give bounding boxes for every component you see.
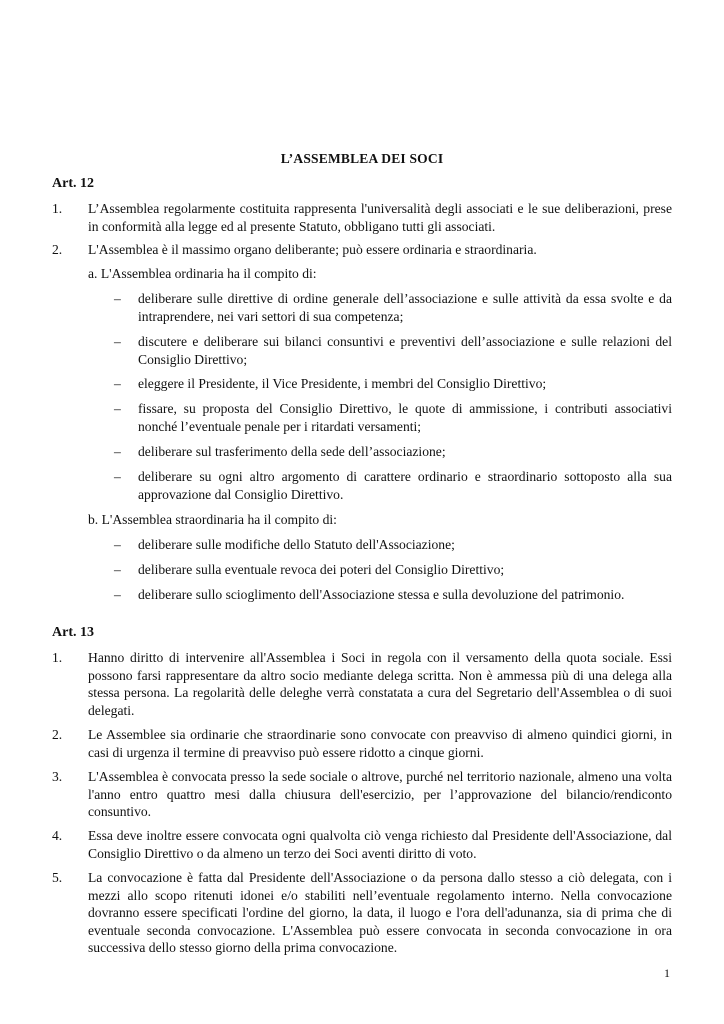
art12-item-1-text: L’Assemblea regolarmente costituita rappresenta l'universalità degli associati e le sue deliberazioni, prese in conformità alla legge ed al presente Statuto, obbligano tutti gli associati. <box>88 201 672 234</box>
art12-b-bullet-1: deliberare sulle modifiche dello Statuto dell'Associazione; <box>138 537 455 552</box>
art12-b-bullet-3: deliberare sullo scioglimento dell'Associazione stessa e sulla devoluzione del patrimonio. <box>138 587 625 602</box>
art12-a-bullet-6: deliberare su ogni altro argomento di carattere ordinario e straordinario sottoposto alla sua approvazione dal Consiglio Direttivo. <box>138 469 672 502</box>
article-13-heading: Art. 13 <box>52 625 94 640</box>
art13-item-4-number: 4. <box>52 828 63 843</box>
art13-item-1-number: 1. <box>52 650 63 665</box>
dash-bullet: – <box>114 444 121 459</box>
dash-bullet: – <box>114 401 121 416</box>
dash-bullet: – <box>114 334 121 349</box>
art12-item-1-number: 1. <box>52 201 63 216</box>
art13-item-2-number: 2. <box>52 727 63 742</box>
art12-item-2-number: 2. <box>52 242 63 257</box>
art13-item-3-text: L'Assemblea è convocata presso la sede sociale o altrove, purché nel territorio nazionale, almeno una volta l'anno entro quattro mesi dalla chiusura dell'esercizio, per l’approvazione del bilancio/rendiconto consuntivo. <box>88 769 672 819</box>
dash-bullet: – <box>114 537 121 552</box>
article-12-heading: Art. 12 <box>52 176 94 191</box>
art12-a-bullet-4: fissare, su proposta del Consiglio Direttivo, le quote di ammissione, i contributi associativi nonché l’eventuale penale per i ritardati versamenti; <box>138 401 672 434</box>
dash-bullet: – <box>114 587 121 602</box>
dash-bullet: – <box>114 376 121 391</box>
art13-item-3-number: 3. <box>52 769 63 784</box>
dash-bullet: – <box>114 291 121 306</box>
art12-sub-b-label: b. L'Assemblea straordinaria ha il compito di: <box>88 512 337 527</box>
art12-item-2-text: L'Assemblea è il massimo organo deliberante; può essere ordinaria e straordinaria. <box>88 242 537 257</box>
art13-item-5-number: 5. <box>52 870 63 885</box>
art12-b-bullet-2: deliberare sulla eventuale revoca dei poteri del Consiglio Direttivo; <box>138 562 505 577</box>
art13-item-2-text: Le Assemblee sia ordinarie che straordinarie sono convocate con preavviso di almeno quindici giorni, in casi di urgenza il termine di preavviso può essere ridotto a cinque giorni. <box>88 727 672 760</box>
art12-a-bullet-5: deliberare sul trasferimento della sede dell’associazione; <box>138 444 446 459</box>
art12-a-bullet-1: deliberare sulle direttive di ordine generale dell’associazione e sulle attività da essa svolte e da intraprendere, nei vari settori di sua competenza; <box>138 291 672 324</box>
art12-a-bullet-2: discutere e deliberare sui bilanci consuntivi e preventivi dell’associazione e sulle relazioni del Consiglio Direttivo; <box>138 334 672 367</box>
section-title: L’ASSEMBLEA DEI SOCI <box>280 151 444 166</box>
art13-item-5-text: La convocazione è fatta dal Presidente dell'Associazione o da persona dallo stesso a ciò delegata, con i mezzi allo scopo ritenuti idonei e/o stabiliti nell’eventuale regolamento interno. Nella convocazione dovranno essere specificati l'ordine del giorno, la data, il luogo e l'ora dell'adunanza, sia di prima che di eventuale seconda convocazione. L'Assemblea può essere convocata in seconda convocazione in ora successiva dello stesso giorno della prima convocazione. <box>88 870 672 955</box>
dash-bullet: – <box>114 562 121 577</box>
art13-item-1-text: Hanno diritto di intervenire all'Assemblea i Soci in regola con il versamento della quota sociale. Essi possono farsi rappresentare da altro socio mediante delega scritta. Non è ammessa più di una delega alla stessa persona. La regolarità delle deleghe verrà constatata a cura del Segretario dell'Assemblea o di suoi delegati. <box>88 650 672 718</box>
dash-bullet: – <box>114 469 121 484</box>
page-number: 1 <box>664 966 670 980</box>
art12-sub-a-label: a. L'Assemblea ordinaria ha il compito di: <box>88 266 317 281</box>
art12-a-bullet-3: eleggere il Presidente, il Vice Presidente, i membri del Consiglio Direttivo; <box>138 376 547 391</box>
art13-item-4-text: Essa deve inoltre essere convocata ogni qualvolta ciò venga richiesto dal Presidente dell'Associazione, dal Consiglio Direttivo o da almeno un terzo dei Soci aventi diritto di voto. <box>88 828 672 861</box>
